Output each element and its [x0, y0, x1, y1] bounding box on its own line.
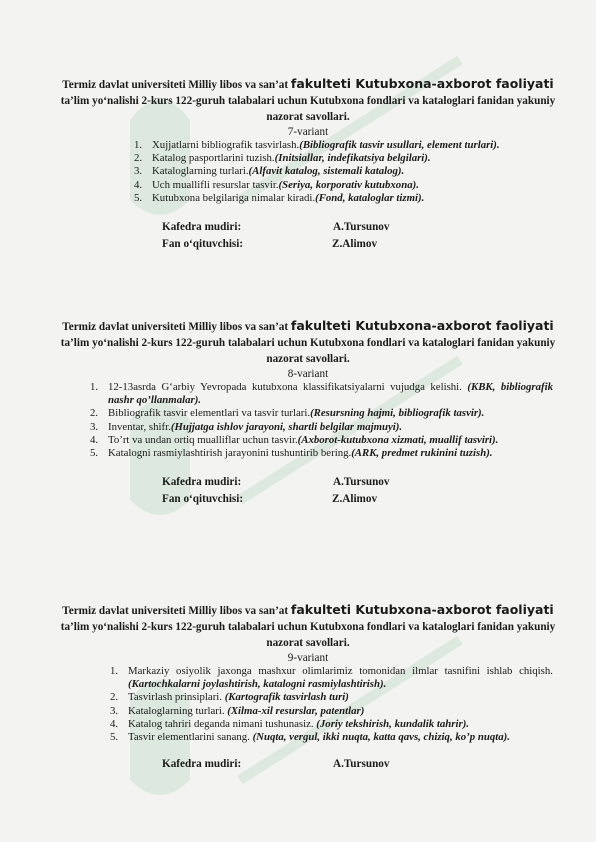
- signature-head: Kafedra mudiri: A.Tursunov: [162, 221, 390, 234]
- section-title: Termiz davlat universiteti Milliy libos va san’at fakulteti Kutubxona-axborot faoliyati ta’lim yo‘nalishi 2-kurs 122-guruh talabalari uchun Kutubxona fondlari va kataloglari fanidan yakuniy nazorat savollari.: [60, 602, 556, 649]
- question-item: 2. Tasvirlash prinsiplari. (Kartografik tasvirlash turi): [110, 691, 349, 704]
- section-title: Termiz davlat universiteti Milliy libos va san’at fakulteti Kutubxona-axborot faoliyati ta’lim yo‘nalishi 2-kurs 122-guruh talabalari uchun Kutubxona fondlari va kataloglari fanidan yakuniy nazorat savollari.: [60, 76, 556, 123]
- variant-label: 9-variant: [287, 652, 329, 664]
- question-item: 3. Kataloglarning turlari.(Alfavit katalog, sistemali katalog).: [134, 165, 405, 178]
- question-item: 1. Xujjatlarni bibliografik tasvirlash.(Bibliografik tasvir usullari, element turlari).: [134, 139, 500, 151]
- section-title: Termiz davlat universiteti Milliy libos va san’at fakulteti Kutubxona-axborot faoliyati ta’lim yo‘nalishi 2-kurs 122-guruh talabalari uchun Kutubxona fondlari va kataloglari fanidan yakuniy nazorat savollari.: [60, 318, 556, 365]
- signature-head: Kafedra mudiri: A.Tursunov: [162, 758, 390, 771]
- question-item: 1. 12-13asrda G‘arbiy Yevropada kutubxona klassifikatsiyalarni vujudga kelishi. (KBK, bibliografik nashr qo’llanmalar).: [90, 381, 553, 407]
- signature-teacher: Fan o‘qituvchisi: Z.Alimov: [162, 238, 378, 251]
- question-item: 4. Uch muallifli resurslar tasvir.(Seriya, korporativ kutubxona).: [134, 178, 419, 191]
- signature-teacher: Fan o‘qituvchisi: Z.Alimov: [162, 493, 378, 506]
- question-item: 3. Inventar, shifr.(Hujjatga ishlov jarayoni, shartli belgilar majmuyi).: [90, 420, 403, 433]
- question-item: 1. Markaziy osiyolik jaxonga mashxur olimlarimiz tomonidan ilmlar tasnifini ishlab chiqish. (Kartochkalarni joylashtirish, katalogni rasmiylashtirish).: [110, 665, 553, 691]
- question-item: 2. Bibliografik tasvir elementlari va tasvir turlari.(Resursning hajmi, bibliografik tasvir).: [90, 407, 485, 420]
- variant-section-7: [60, 76, 556, 253]
- signature-head: Kafedra mudiri: A.Tursunov: [162, 476, 390, 489]
- variant-label: 8-variant: [287, 368, 329, 380]
- question-item: 3. Kataloglarning turlari. (Xilma-xil resurslar, patentlar): [110, 704, 365, 717]
- question-item: 5. Tasvir elementlarini sanang. (Nuqta, vergul, ikki nuqta, katta qavs, chiziq, ko’p nuqta).: [110, 731, 510, 744]
- variant-section-9: [60, 602, 556, 773]
- question-list: [134, 139, 553, 205]
- question-item: 4. To’rt va undan ortiq mualliflar uchun tasvir.(Axborot-kutubxona xizmati, muallif tasviri).: [90, 433, 499, 446]
- question-list: [110, 665, 553, 744]
- question-item: 4. Katalog tahriri deganda nimani tushunasiz. (Joriy tekshirish, kundalik tahrir).: [110, 717, 469, 730]
- question-item: 2. Katalog pasportlarini tuzish.(Initsiallar, indefikatsiya belgilari).: [134, 152, 431, 165]
- variant-label: 7-variant: [287, 126, 329, 138]
- question-list: [90, 381, 553, 460]
- question-item: 5. Katalogni rasmiylashtirish jarayonini tushuntirib bering.(ARK, predmet rukinini tuzish).: [90, 447, 493, 460]
- question-item: 5. Kutubxona belgilariga nimalar kiradi.(Fond, kataloglar tizmi).: [134, 191, 425, 204]
- variant-section-8: [60, 318, 556, 508]
